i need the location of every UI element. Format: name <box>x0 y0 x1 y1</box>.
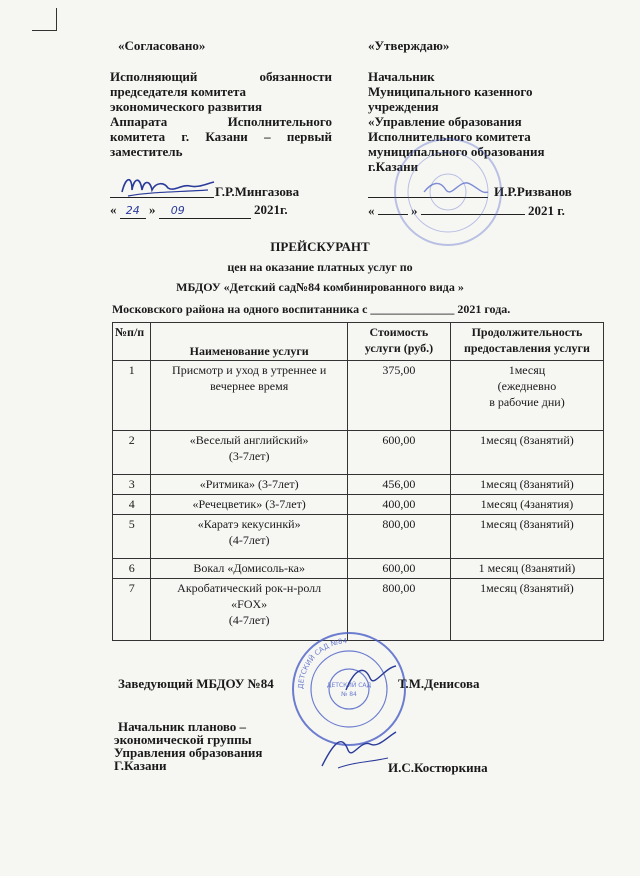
doc-subtitle-2: МБДОУ «Детский сад№84 комбинированного вида » <box>176 280 464 294</box>
plan-line-1: Начальник планово – <box>118 719 247 734</box>
table-row <box>113 495 604 515</box>
row-name: Вокал «Домисоль-ка» <box>151 559 348 579</box>
head-name: Т.М.Денисова <box>398 676 480 691</box>
row-name-a: «Веселый английский» <box>189 433 309 447</box>
right-line-1: Начальник <box>368 69 435 84</box>
right-heading: «Утверждаю» <box>368 38 450 53</box>
corner-mark-vertical <box>56 8 57 31</box>
row-name <box>151 431 348 475</box>
header-name-text: Наименование услуги <box>189 344 309 358</box>
row-num: 2 <box>113 431 151 475</box>
table-row <box>113 361 604 431</box>
right-line-5: Исполнительного комитета <box>368 129 531 144</box>
left-date-month: 09 <box>159 203 251 219</box>
plan-name: И.С.Костюркина <box>388 760 488 775</box>
row-num: 6 <box>113 559 151 579</box>
plan-line-3: Управления образования <box>114 745 263 760</box>
head-title: Заведующий МБДОУ №84 <box>118 676 274 691</box>
left-date-open: « <box>110 202 117 217</box>
right-line-4: «Управление образования <box>368 114 522 129</box>
row-dur-a: 1месяц <box>508 363 546 377</box>
row-duration <box>450 361 603 431</box>
doc-subtitle-1: цен на оказание платных услуг по <box>227 260 413 274</box>
right-line-7: г.Казани <box>368 159 419 174</box>
row-num: 4 <box>113 495 151 515</box>
row-price: 456,00 <box>347 475 450 495</box>
row-name: «Речецветик» (3-7лет) <box>151 495 348 515</box>
row-name: «Ритмика» (3-7лет) <box>151 475 348 495</box>
plan-line-2: экономической группы <box>114 732 252 747</box>
table-row <box>113 515 604 559</box>
row-name-c: (4-7лет) <box>228 613 270 627</box>
row-name-a: Акробатический рок-н-ролл <box>177 581 322 595</box>
row-name-b: «FOX» <box>231 597 268 611</box>
header-duration-b: предоставления услуги <box>463 341 590 355</box>
row-price: 800,00 <box>347 579 450 641</box>
row-price: 600,00 <box>347 431 450 475</box>
corner-mark <box>32 30 56 31</box>
row-duration: 1месяц (8занятий) <box>450 579 603 641</box>
row-duration: 1месяц (8занятий) <box>450 475 603 495</box>
row-name-b: вечернее время <box>210 379 289 393</box>
table-row <box>113 431 604 475</box>
row-dur-b: (ежедневно <box>497 379 557 393</box>
left-line-4: Аппарата Исполнительного <box>110 114 332 129</box>
plan-signature-icon <box>318 728 398 772</box>
row-duration: 1 месяц (8занятий) <box>450 559 603 579</box>
right-date-mid: » <box>411 203 418 218</box>
left-heading: «Согласовано» <box>118 38 206 53</box>
row-name-a: Присмотр и уход в утреннее и <box>172 363 327 377</box>
table-row <box>113 475 604 495</box>
header-name <box>151 323 348 361</box>
header-price-a: Стоимость <box>369 325 429 339</box>
stamp-center-text: ДЕТСКИЙ САД <box>326 682 372 689</box>
stamp-ring-text: ДЕТСКИЙ САД №84 <box>296 636 348 690</box>
table-row <box>113 559 604 579</box>
left-date-year: 2021г. <box>254 202 288 217</box>
right-signer-name: И.Р.Ризванов <box>494 184 572 199</box>
left-line-6: заместитель <box>110 144 183 159</box>
row-num: 1 <box>113 361 151 431</box>
row-name <box>151 361 348 431</box>
row-name-b: (3-7лет) <box>228 449 270 463</box>
table-header-row <box>113 323 604 361</box>
row-num: 5 <box>113 515 151 559</box>
header-price <box>347 323 450 361</box>
right-line-2: Муниципального казенного <box>368 84 533 99</box>
left-date-mid: » <box>149 202 156 217</box>
stamp-center-number: № 84 <box>341 691 357 698</box>
doc-subtitle-3: Московского района на одного воспитанника с ______________ 2021 года. <box>112 302 511 316</box>
right-line-3: учреждения <box>368 99 439 114</box>
left-line-1: Исполняющий обязанности <box>110 69 332 84</box>
doc-title: ПРЕЙСКУРАНТ <box>270 239 370 254</box>
row-name-b: (4-7лет) <box>228 533 270 547</box>
row-price: 800,00 <box>347 515 450 559</box>
header-price-b: услуги (руб.) <box>364 341 434 355</box>
right-date-open: « <box>368 203 375 218</box>
plan-block <box>114 720 314 772</box>
right-date-year: 2021 г. <box>528 203 565 218</box>
right-line-6: муниципального образования <box>368 144 545 159</box>
left-line-3: экономического развития <box>110 99 263 114</box>
left-approval-block <box>110 38 332 159</box>
left-line-5: комитета г. Казани – первый <box>110 129 332 144</box>
price-table <box>112 322 604 641</box>
row-price: 600,00 <box>347 559 450 579</box>
plan-line-4: Г.Казани <box>114 758 167 773</box>
header-duration <box>450 323 603 361</box>
left-date-day: 24 <box>120 203 146 219</box>
row-duration: 1месяц (4занятия) <box>450 495 603 515</box>
row-name-a: «Каратэ кекусинкй» <box>197 517 301 531</box>
row-price: 375,00 <box>347 361 450 431</box>
header-duration-a: Продолжительность <box>471 325 583 339</box>
left-signer-name: Г.Р.Мингазова <box>215 184 300 199</box>
header-num: №п/п <box>113 323 151 361</box>
row-num: 3 <box>113 475 151 495</box>
head-signature-icon <box>340 660 400 696</box>
row-duration: 1месяц (8занятий) <box>450 515 603 559</box>
left-date <box>110 202 325 218</box>
row-price: 400,00 <box>347 495 450 515</box>
left-signature-icon <box>118 170 218 200</box>
right-signature-icon <box>420 172 490 202</box>
left-line-2: председателя комитета <box>110 84 247 99</box>
row-duration: 1месяц (8занятий) <box>450 431 603 475</box>
row-name <box>151 515 348 559</box>
row-num: 7 <box>113 579 151 641</box>
row-dur-c: в рабочие дни) <box>489 395 565 409</box>
